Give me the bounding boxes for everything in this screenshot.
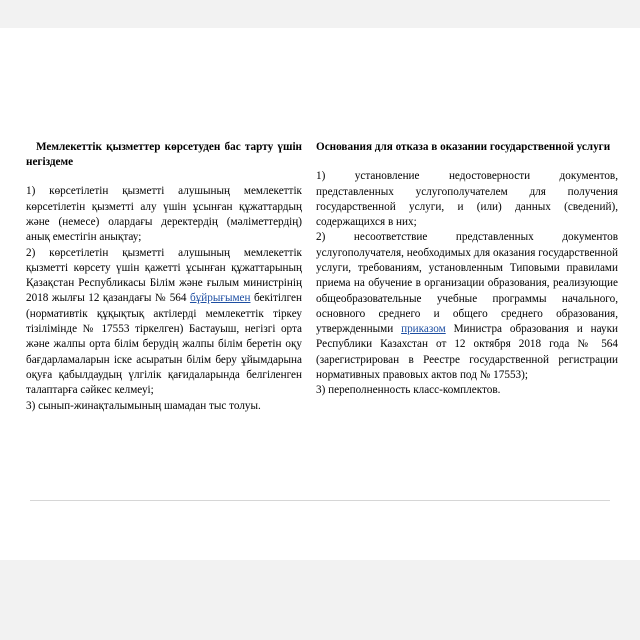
bottom-band: [0, 560, 640, 640]
kazakh-paragraph-1: [26, 184, 302, 245]
russian-paragraph-2-text-before-link: 2) несоответствие представленных документов услугополучателя, необходимых для оказания государственной услуги, требованиям, установленным Типовыми правилами приема на обучение в организации образования, реализующие общеобразовательные учебные программы начального, основного среднего и общего среднего образования, утвержденными: [316, 231, 618, 336]
kazakh-paragraph-3: [26, 399, 302, 414]
russian-paragraph-3: [316, 383, 618, 398]
document-content: [0, 28, 640, 560]
column-russian: [316, 140, 640, 414]
column-kazakh-heading: Мемлекеттік қызметтер көрсетуден бас тарту үшін негіздеме: [26, 141, 302, 169]
order-link-russian[interactable]: приказом: [401, 323, 446, 336]
russian-paragraph-2-text-after-link: Министра образования и науки Республики Казахстан от 12 октября 2018 года № 564 (зарегистрирован в Реестре государственной регистрации нормативных правовых актов под № 17553);: [316, 323, 618, 382]
top-band: [0, 0, 640, 28]
kazakh-paragraph-2: [26, 246, 302, 399]
russian-paragraph-3-text: 3) переполненность класс-комплектов.: [316, 384, 501, 397]
two-column-layout: [0, 140, 640, 414]
russian-paragraph-2: [316, 230, 618, 383]
column-russian-heading: Основания для отказа в оказании государственной услуги: [316, 141, 611, 153]
russian-paragraph-1-text: 1) установление недостоверности документов, представленных услугополучателем для получения государственной услуги, и (или) данных (сведений), содержащихся в них;: [316, 170, 618, 229]
kazakh-paragraph-3-text: 3) сынып-жинақталымының шамадан тыс толуы.: [26, 399, 261, 412]
kazakh-paragraph-1-text: 1) көрсетілетін қызметті алушының мемлекеттік көрсетілетін қызметті алу үшін ұсынған құжаттардың және (немесе) олардағы деректердің (мәліметтердің) анық еместігін анықтау;: [26, 185, 302, 244]
kazakh-paragraph-2-text-before-link: 2) көрсетілетін қызметті алушының мемлекеттік қызметті көрсету үшін қажетті ұсынған құжаттарының Қазақстан Республикасы Білім және ғылым министрінің 2018 жылғы 12 қазандағы № 564: [26, 246, 302, 305]
column-kazakh: [0, 140, 316, 414]
horizontal-divider: [30, 500, 610, 501]
order-link-kazakh[interactable]: бұйрығымен: [189, 292, 251, 305]
russian-paragraph-1: [316, 169, 618, 230]
kazakh-paragraph-2-text-after-link: бекітілген (нормативтік құқықтық актілерді мемлекеттік тіркеу тізілімінде № 17553 тіркелген) Бастауыш, негізгі орта және жалпы орта білім берудің жалпы білім беретін оқу бағдарламаларын іске асыратын білім беру ұйымдарына оқуға қабылдаудың үлгілік қағидаларында белгіленген талаптарға сәйкес келмеуі;: [26, 292, 302, 397]
